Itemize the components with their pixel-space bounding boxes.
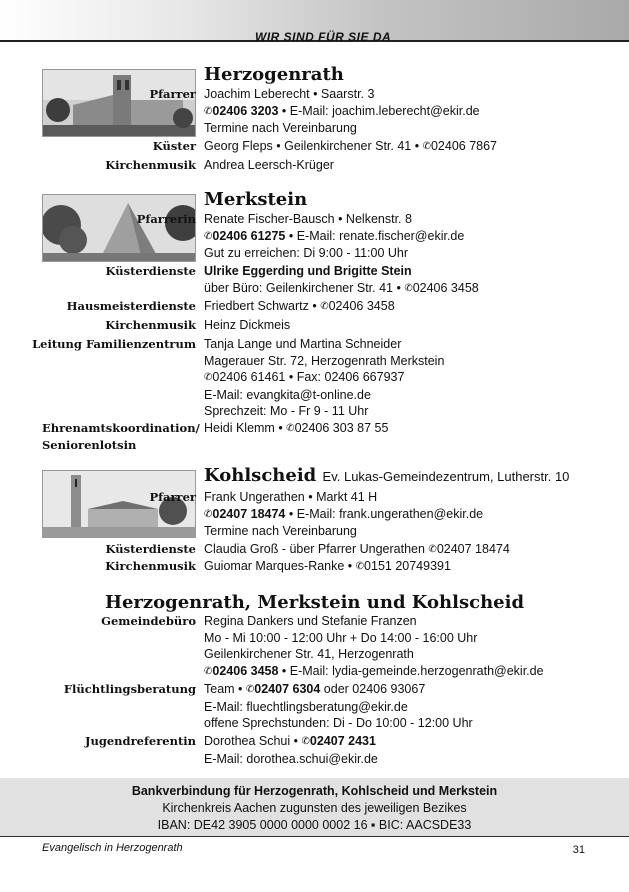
fluechtling-team: Team • [204,682,246,696]
fluechtling-phone: 02407 6304 [254,682,321,696]
familienzentrum-email: E-Mail: evangkita@t-online.de [204,387,371,402]
ehrenamt-phone: 02406 303 87 55 [294,421,389,435]
bank-box [0,778,629,836]
label-fluechtlingsberatung: Flüchtlingsberatung [63,682,196,696]
telephone-icon: ✆ [404,282,413,294]
page-number: 31 [572,844,585,856]
telephone-icon: ✆ [301,736,310,747]
section-title-herzogenrath: Herzogenrath [204,64,344,85]
pfarrer-phone: 02407 18474 [212,506,286,521]
pfarrer-name-address: Joachim Leberecht • Saarstr. 3 [204,87,375,101]
telephone-icon: ✆ [286,423,295,434]
section-title-kohlscheid [204,465,569,486]
kuesterdienste-phone: 02406 3458 [412,280,479,295]
bank-recipient: Kirchenkreis Aachen zugunsten des jeweiligen Bezikes [162,801,467,815]
telephone-icon: ✆ [245,684,255,695]
telephone-icon: ✆ [422,141,431,152]
fluechtling-alt-phone: oder 02406 93067 [320,682,426,696]
pfarrerin-name-address: Renate Fischer-Bausch • Nelkenstr. 8 [204,212,412,226]
pfarrer-email: • E-Mail: frank.ungerathen@ekir.de [285,506,484,521]
label-jugendreferentin: Jugendreferentin [85,734,196,748]
kirchenmusik-phone: 0151 20749391 [364,559,451,573]
gemeindebuero-email: • E-Mail: lydia-gemeinde.herzogenrath@ekir.de [278,663,544,678]
gemeindebuero-phone: 02406 3458 [212,663,279,678]
telephone-icon: ✆ [428,544,437,555]
telephone-icon: ✆ [320,301,329,312]
ehrenamt-name: Heidi Klemm • [204,421,287,435]
telephone-icon: ✆ [204,372,213,383]
hausmeister-name: Friedbert Schwartz • [204,299,321,313]
kirchenmusik-name: Guiomar Marques-Ranke • [204,559,356,573]
kuesterdienste-address: über Büro: Geilenkirchener Str. 41 • [204,280,405,295]
hausmeister-phone: 02406 3458 [328,299,395,313]
fluechtling-hours: offene Sprechstunden: Di - Do 10:00 - 12:00 Uhr [204,716,473,730]
kuesterdienste-text: Claudia Groß - über Pfarrer Ungerathen [204,542,429,556]
church-photo-herzogenrath [42,69,196,137]
kuesterdienste-names: Ulrike Eggerding und Brigitte Stein [204,264,412,278]
header-title: WIR SIND FÜR SIE DA [255,30,392,44]
pfarrer-phone: 02406 3203 [212,103,279,118]
kuester-phone: 02406 7867 [430,139,498,153]
footer-publication: Evangelisch in Herzogenrath [42,842,183,854]
label-pfarrer: Pfarrer [149,490,196,504]
gemeindebuero-address: Geilenkirchener Str. 41, Herzogenrath [204,647,414,661]
gemeindebuero-names: Regina Dankers und Stefanie Franzen [204,614,417,628]
jugend-phone: 02407 2431 [309,734,376,748]
telephone-icon: ✆ [204,508,213,520]
pfarrerin-hours: Gut zu erreichen: Di 9:00 - 11:00 Uhr [204,246,409,260]
bank-rule [0,836,629,837]
bank-iban-bic: IBAN: DE42 3905 0000 0000 0002 16 ▪ BIC: AACSDE33 [157,818,472,832]
section-title-kohlscheid-text: Kohlscheid [204,465,317,486]
kuesterdienste-phone: 02407 18474 [436,542,510,556]
label-kirchenmusik: Kirchenmusik [105,559,196,573]
label-kuesterdienste: Küsterdienste [105,264,196,278]
label-ehrenamt-line2: Seniorenlotsin [42,437,137,452]
telephone-icon: ✆ [204,230,213,242]
telephone-icon: ✆ [355,561,365,572]
familienzentrum-address: Magerauer Str. 72, Herzogenrath Merkstein [204,353,445,368]
label-familienzentrum: Leitung Familienzentrum [32,337,196,351]
label-hausmeister: Hausmeisterdienste [66,299,196,313]
fluechtling-email: E-Mail: fluechtlingsberatung@ekir.de [204,699,408,714]
label-pfarrerin: Pfarrerin [136,212,196,226]
section-title-merkstein: Merkstein [204,189,308,210]
label-pfarrer: Pfarrer [149,87,196,101]
pfarrerin-email: • E-Mail: renate.fischer@ekir.de [285,228,465,243]
label-kirchenmusik: Kirchenmusik [105,318,196,332]
bank-title: Bankverbindung für Herzogenrath, Kohlscheid und Merkstein [131,784,498,798]
telephone-icon: ✆ [204,105,213,117]
pfarrerin-phone: 02406 61275 [212,228,286,243]
familienzentrum-names: Tanja Lange und Martina Schneider [204,337,402,351]
label-kuester: Küster [152,139,196,153]
pfarrer-email: • E-Mail: joachim.leberecht@ekir.de [278,103,480,118]
label-kirchenmusik: Kirchenmusik [105,158,196,172]
kirchenmusik-name: Andrea Leersch-Krüger [204,158,334,172]
section-title-gemeinsam: Herzogenrath, Merkstein und Kohlscheid [104,592,525,613]
kuester-text: Georg Fleps • Geilenkirchener Str. 41 • [204,139,423,153]
pfarrer-name-address: Frank Ungerathen • Markt 41 H [204,490,378,504]
jugend-email: E-Mail: dorothea.schui@ekir.de [204,751,378,766]
pfarrer-note: Termine nach Vereinbarung [204,524,357,538]
label-gemeindebuero: Gemeindebüro [101,614,196,628]
familienzentrum-hours: Sprechzeit: Mo - Fr 9 - 11 Uhr [204,404,369,418]
pfarrer-note: Termine nach Vereinbarung [204,121,357,135]
church-photo-merkstein [42,194,196,262]
jugend-name: Dorothea Schui • [204,734,302,748]
kohlscheid-subtitle: Ev. Lukas-Gemeindezentrum, Lutherstr. 10 [322,469,570,484]
kirchenmusik-name: Heinz Dickmeis [204,318,291,332]
label-ehrenamt-line1: Ehrenamtskoordination/ [42,421,200,435]
familienzentrum-phone: 02406 61461 • Fax: 02406 667937 [212,370,405,384]
telephone-icon: ✆ [204,665,213,677]
gemeindebuero-hours: Mo - Mi 10:00 - 12:00 Uhr + Do 14:00 - 16:00 Uhr [204,630,478,645]
label-kuesterdienste: Küsterdienste [105,542,196,556]
